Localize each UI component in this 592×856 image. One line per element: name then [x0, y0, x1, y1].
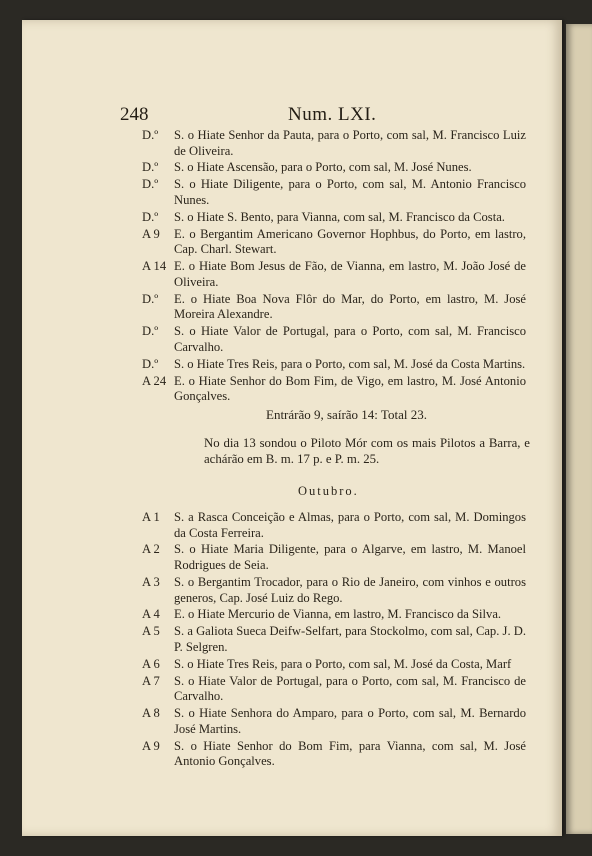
ship-entry	[142, 575, 526, 606]
entry-date: D.º	[142, 177, 159, 192]
entry-text: E. o Hiate Boa Nova Flôr do Mar, do Porto, em lastro, M. José Moreira Alexandre.	[174, 291, 526, 322]
adjacent-page-edge	[566, 24, 592, 834]
entry-text: S. o Hiate Maria Diligente, para o Algarve, em lastro, M. Manoel Rodrigues de Seia.	[174, 542, 526, 573]
entry-date: D.º	[142, 356, 159, 371]
entry-date: A 9	[142, 738, 160, 753]
totals-line: Entrárão 9, saírão 14: Total 23.	[266, 407, 427, 422]
entry-text: S. o Hiate S. Bento, para Vianna, com sal, M. Francisco da Costa.	[174, 209, 505, 224]
entry-text: S. a Galiota Sueca Deifw-Selfart, para Stockolmo, com sal, Cap. J. D. P. Selgren.	[174, 624, 526, 654]
entry-text: E. o Bergantim Americano Governor Hophbus, do Porto, em lastro, Cap. Charl. Stewart.	[174, 226, 526, 257]
entry-text: S. a Rasca Conceição e Almas, para o Porto, com sal, M. Domingos da Costa Ferreira.	[174, 510, 526, 540]
ship-entry	[142, 624, 526, 655]
entry-date: A 8	[142, 706, 160, 721]
entry-date: D.º	[142, 209, 159, 224]
sounding-note	[204, 435, 530, 467]
entry-date: D.º	[142, 324, 159, 339]
ship-entry	[142, 739, 526, 770]
ship-entry	[142, 510, 526, 541]
ship-entry	[142, 607, 526, 623]
entry-date: A 3	[142, 574, 160, 589]
entry-text: S. o Hiate Tres Reis, para o Porto, com sal, M. José da Costa Martins.	[174, 356, 526, 371]
entry-text: S. o Hiate Senhora do Amparo, para o Porto, com sal, M. Bernardo José Martins.	[174, 706, 526, 736]
ship-entry	[142, 292, 526, 323]
entry-date: A 7	[142, 673, 160, 688]
entry-date: A 4	[142, 607, 160, 622]
ship-entry	[142, 210, 526, 226]
october-entries-list	[142, 510, 526, 771]
entry-text: S. o Hiate Valor de Portugal, para o Porto, com sal, M. Francisco Carvalho.	[174, 324, 526, 354]
entry-text: S. o Hiate Ascensão, para o Porto, com sal, M. José Nunes.	[174, 160, 472, 175]
ship-entry	[142, 128, 526, 159]
ship-entry	[142, 674, 526, 705]
entry-text: E. o Hiate Bom Jesus de Fão, de Vianna, em lastro, M. João José de Oliveira.	[174, 259, 526, 289]
entry-date: A 24	[142, 373, 167, 388]
entry-date: A 14	[142, 259, 167, 274]
page-header	[120, 104, 530, 128]
entry-date: A 6	[142, 656, 160, 671]
sounding-note-text: No dia 13 sondou o Piloto Mór com os mais Pilotos a Barra, e achárão em B. m. 17 p. e P. m. 25.	[204, 436, 530, 466]
ship-entry	[142, 160, 526, 176]
entry-text: S. o Hiate Diligente, para o Porto, com sal, M. Antonio Francisco Nunes.	[174, 177, 526, 207]
entry-date: D.º	[142, 160, 159, 175]
month-heading: Outubro.	[298, 484, 359, 498]
ship-entry	[142, 324, 526, 355]
entry-text: S. o Hiate Senhor da Pauta, para o Porto, com sal, M. Francisco Luiz de Oliveira.	[174, 128, 526, 158]
entry-date: D.º	[142, 291, 159, 306]
ship-entry	[142, 374, 526, 405]
ship-entry	[142, 357, 526, 373]
entry-date: A 5	[142, 624, 160, 639]
ship-entry	[142, 706, 526, 737]
entry-text: E. o Hiate Senhor do Bom Fim, de Vigo, em lastro, M. José Antonio Gonçalves.	[174, 373, 526, 404]
page-number: 248	[120, 104, 149, 125]
ship-entries-list	[142, 128, 526, 406]
ship-entry	[142, 259, 526, 290]
entry-text: S. o Hiate Senhor do Bom Fim, para Vianna, com sal, M. José Antonio Gonçalves.	[174, 738, 526, 769]
entry-text: E. o Hiate Mercurio de Vianna, em lastro, M. Francisco da Silva.	[174, 607, 502, 622]
ship-entry	[142, 177, 526, 208]
entry-text: S. o Hiate Tres Reis, para o Porto, com sal, M. José da Costa, Marf	[174, 656, 512, 671]
ship-entry	[142, 542, 526, 573]
ship-entry	[142, 657, 526, 673]
ship-entry	[142, 227, 526, 258]
entry-text: S. o Bergantim Trocador, para o Rio de Janeiro, com vinhos e outros generos, Cap. José Luiz do Rego.	[174, 574, 526, 605]
entry-date: A 1	[142, 510, 160, 524]
entry-text: S. o Hiate Valor de Portugal, para o Porto, com sal, M. Francisco de Carvalho.	[174, 673, 526, 704]
entry-date: A 9	[142, 226, 160, 241]
entry-date: D.º	[142, 128, 159, 142]
entry-date: A 2	[142, 542, 160, 557]
page-title: Num. LXI.	[288, 104, 377, 125]
